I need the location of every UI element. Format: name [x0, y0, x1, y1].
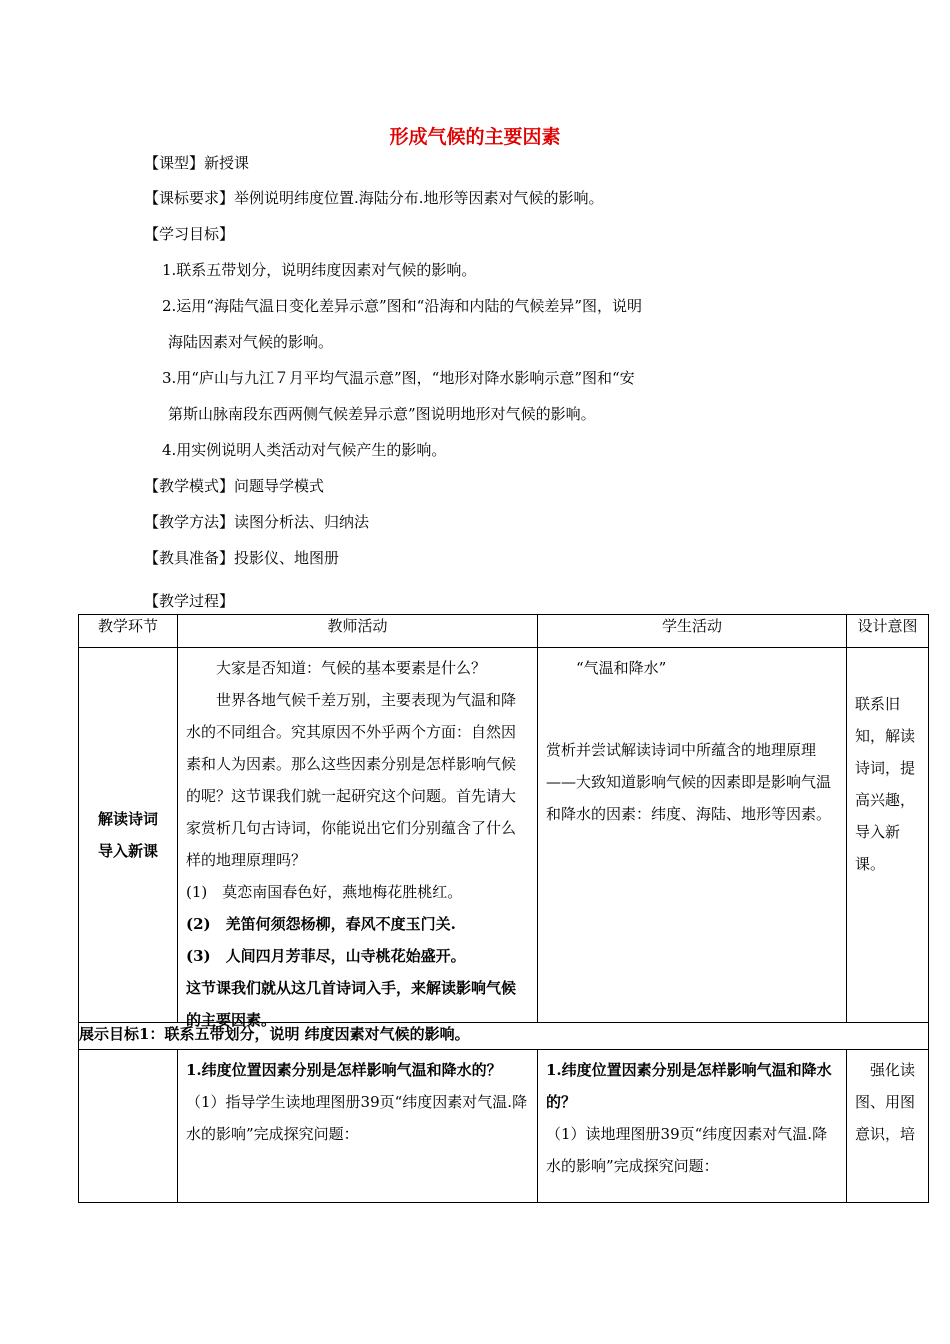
teacher-intro: 世界各地气候千差万别，主要表现为气温和降水的不同组合。究其原因不外乎两个方面：自然因素和人为因素。那么这些因素分别是怎样影响气候的呢？这节课我们就一起研究这个问题。首先请大家赏析几句古诗词，你能说出它们分别蕴含了什么样的地理原理吗？ [186, 691, 517, 869]
stage-cell-empty [79, 1050, 178, 1203]
header-intent: 设计意图 [847, 615, 929, 648]
intent-text-2: 强化读图、用图意识，培 [855, 1061, 916, 1143]
student-answer: “气温和降水” [576, 659, 667, 677]
stage-cell [79, 648, 178, 1023]
header-teacher: 教师活动 [178, 615, 538, 648]
student-cell-2 [538, 1050, 847, 1203]
teacher-question: 大家是否知道：气候的基本要素是什么？ [216, 659, 487, 677]
intent-cell [847, 648, 929, 1023]
objective-2b: 海陆因素对气候的影响。 [168, 333, 334, 351]
document-title: 形成气候的主要因素 [389, 126, 561, 148]
lesson-type: 【课型】新授课 [144, 154, 250, 172]
intent-cell-2 [847, 1050, 929, 1203]
table-row-latitude [79, 1050, 929, 1203]
intent-text: 联系旧知，解读诗词，提高兴趣，导入新课。 [855, 695, 916, 873]
student-question-2: 1.纬度位置因素分别是怎样影响气温和降水的？ [546, 1061, 832, 1111]
poem-1: (1) 莫恋南国春色好，燕地梅花胜桃红。 [186, 883, 463, 901]
objective-4: 4.用实例说明人类活动对气候产生的影响。 [162, 441, 447, 459]
curriculum-requirement: 【课标要求】举例说明纬度位置.海陆分布.地形等因素对气候的影响。 [144, 189, 604, 207]
stage-label-a: 解读诗词 [97, 810, 158, 828]
poem-2: (2) 羌笛何须怨杨柳，春风不度玉门关. [186, 915, 456, 933]
table-row-intro [79, 648, 929, 1023]
teacher-question-2: 1.纬度位置因素分别是怎样影响气温和降水的？ [186, 1061, 502, 1079]
objective-1: 1.联系五带划分，说明纬度因素对气候的影响。 [162, 261, 477, 279]
header-student: 学生活动 [538, 615, 847, 648]
objective-3b: 第斯山脉南段东西两侧气候差异示意”图说明地形对气候的影响。 [168, 405, 596, 423]
teaching-mode: 【教学模式】问题导学模式 [144, 477, 325, 495]
objective-2a: 2.运用“海陆气温日变化差异示意”图和“沿海和内陆的气候差异”图，说明 [162, 297, 642, 315]
lesson-table [78, 614, 929, 1203]
student-activity: 赏析并尝试解读诗词中所蕴含的地理原理——大致知道影响气候的因素即是影响气温和降水的因素：纬度、海陆、地形等因素。 [546, 741, 832, 823]
objective-banner-row [79, 1023, 929, 1050]
table-header-row [79, 615, 929, 648]
objective-banner: 展示目标1：联系五带划分，说明 纬度因素对气候的影响。 [79, 1023, 929, 1050]
stage-label-b: 导入新课 [97, 842, 158, 860]
student-instruction-2: （1）读地理图册39页“纬度因素对气温.降水的影响”完成探究问题： [546, 1125, 828, 1175]
objectives-heading: 【学习目标】 [144, 225, 235, 243]
poem-3: (3) 人间四月芳菲尽，山寺桃花始盛开。 [186, 947, 466, 965]
objective-3a: 3.用“庐山与九江７月平均气温示意”图，“地形对降水影响示意”图和“安 [162, 369, 635, 387]
teacher-conclusion: 这节课我们就从这几首诗词入手，来解读影响气候的主要因素。 [186, 979, 517, 1029]
student-cell [538, 648, 847, 1023]
teacher-instruction-2: （1）指导学生读地理图册39页“纬度因素对气温.降水的影响”完成探究问题： [186, 1093, 528, 1143]
teacher-cell [178, 648, 538, 1029]
teaching-tools: 【教具准备】投影仪、地图册 [144, 549, 340, 567]
teacher-cell-2 [178, 1050, 538, 1203]
teaching-method: 【教学方法】读图分析法、归纳法 [144, 513, 370, 531]
header-stage: 教学环节 [79, 615, 178, 648]
process-heading: 【教学过程】 [144, 592, 235, 610]
